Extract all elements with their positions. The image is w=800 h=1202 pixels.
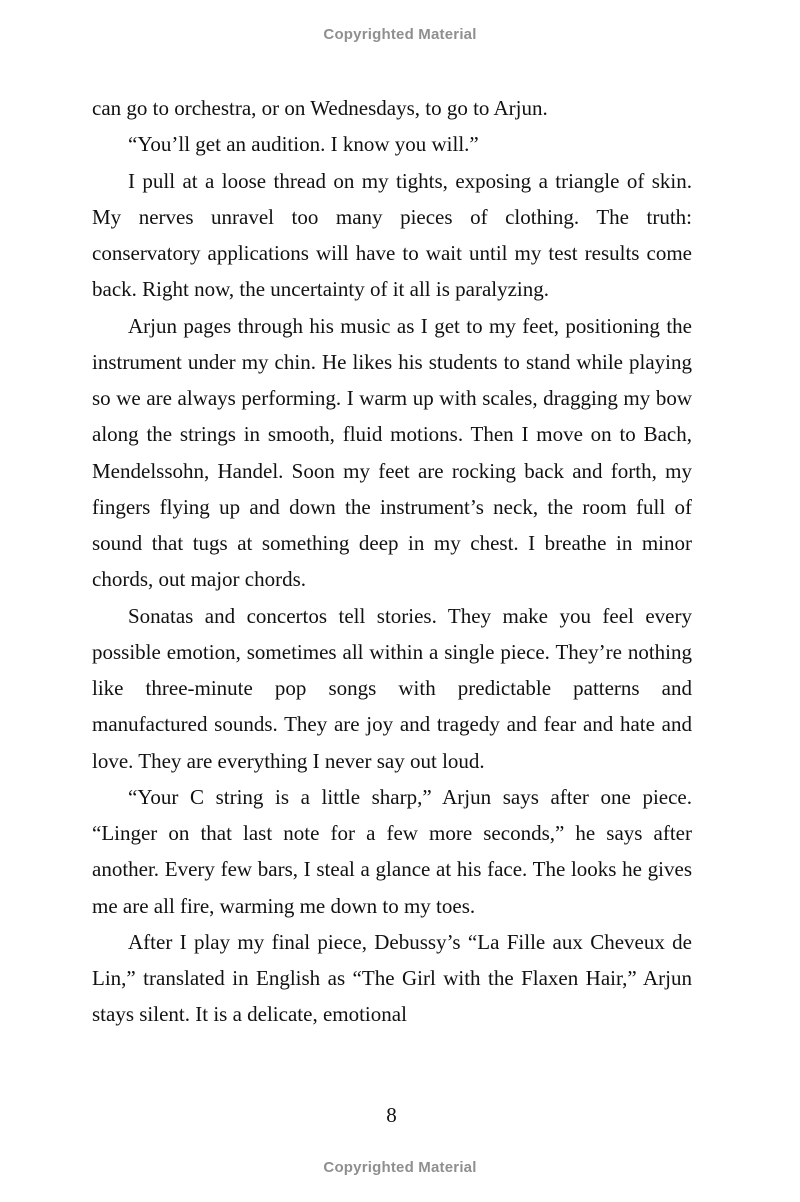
copyright-watermark-top: Copyrighted Material xyxy=(323,26,477,43)
paragraph-2: “You’ll get an audition. I know you will.” xyxy=(128,132,479,157)
paragraph-3: I pull at a loose thread on my tights, exposing a triangle of skin. My nerves unravel too many pieces of clothing. The truth: conservatory applications will have to wait until my test results come back. Right now, the uncertainty of it all is paralyzing. xyxy=(92,168,692,302)
paragraph-6: “Your C string is a little sharp,” Arjun says after one piece. “Linger on that last note for a few more seconds,” he says after another. Every few bars, I steal a glance at his face. The looks he gives me are all fire, warming me down to my toes. xyxy=(92,784,692,918)
paragraph-4: Arjun pages through his music as I get to my feet, positioning the instrument under my chin. He likes his students to stand while playing so we are always performing. I warm up with scales, dragging my bow along the strings in smooth, fluid motions. Then I move on to Bach, Mendelssohn, Handel. Soon my feet are rocking back and forth, my fingers flying up and down the instrument’s neck, the room full of sound that tugs at something deep in my chest. I breathe in minor chords, out major chords. xyxy=(92,313,692,592)
paragraph-1: can go to orchestra, or on Wednesdays, to go to Arjun. xyxy=(92,96,548,120)
paragraph-5: Sonatas and concertos tell stories. They make you feel every possible emotion, sometimes all within a single piece. They’re nothing like three-minute pop songs with predictable patterns and manufactured sounds. They are joy and tragedy and fear and hate and love. They are everything I never say out loud. xyxy=(92,603,692,773)
page-body xyxy=(92,90,692,1033)
paragraph-7: After I play my final piece, Debussy’s “La Fille aux Cheveux de Lin,” translated in English as “The Girl with the Flaxen Hair,” Arjun stays silent. It is a delicate, emotional xyxy=(92,929,692,1027)
page-number: 8 xyxy=(386,1103,397,1127)
copyright-watermark-bottom: Copyrighted Material xyxy=(323,1159,477,1176)
